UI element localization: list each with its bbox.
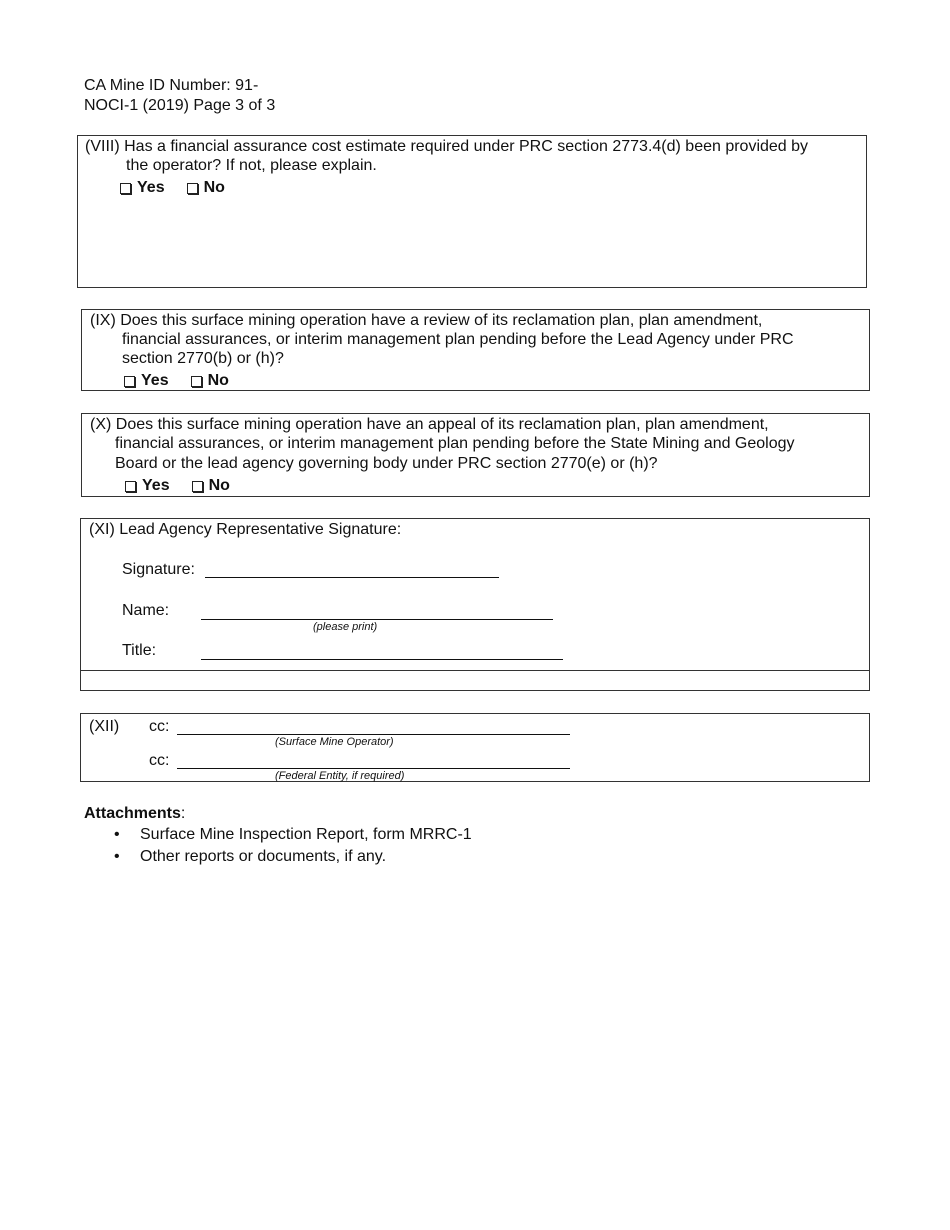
cc-operator-hint: (Surface Mine Operator) [275, 736, 394, 748]
cc-federal-hint: (Federal Entity, if required) [275, 770, 405, 782]
no-checkbox[interactable] [187, 183, 198, 194]
section-9-options [124, 371, 229, 391]
no-label: No [208, 477, 230, 494]
yes-checkbox[interactable] [120, 183, 131, 194]
mine-id-number: CA Mine ID Number: 91- [84, 77, 259, 94]
attachments-heading-text: Attachments [84, 805, 181, 822]
signature-label: Signature: [122, 561, 195, 578]
no-label: No [203, 179, 225, 196]
section-8-no-option[interactable] [187, 178, 225, 198]
section-9-question-line2: financial assurances, or interim management plan pending before the Lead Agency under PRC [122, 331, 794, 348]
no-checkbox[interactable] [192, 481, 203, 492]
bullet-icon: • [114, 826, 120, 843]
yes-label: Yes [142, 477, 170, 494]
yes-checkbox[interactable] [124, 376, 135, 387]
attachments-heading [84, 804, 185, 824]
section-8-question-line2: the operator? If not, please explain. [126, 157, 377, 174]
section-9-yes-option[interactable] [124, 371, 169, 391]
section-12-box [80, 713, 870, 782]
title-label: Title: [122, 642, 157, 659]
bullet-icon: • [114, 848, 120, 865]
title-line[interactable] [201, 659, 563, 660]
section-11-box [80, 518, 870, 691]
name-hint: (please print) [313, 621, 378, 633]
yes-label: Yes [137, 179, 165, 196]
cc-federal-label: cc: [149, 752, 170, 769]
section-9-box [81, 309, 870, 391]
section-12-label: (XII) [89, 718, 120, 735]
section-11-divider [81, 670, 869, 671]
no-label: No [207, 372, 229, 389]
section-8-yes-option[interactable] [120, 178, 165, 198]
no-checkbox[interactable] [191, 376, 202, 387]
section-10-options [125, 476, 230, 496]
section-10-box [81, 413, 870, 497]
section-10-no-option[interactable] [192, 476, 230, 496]
list-item [84, 824, 884, 846]
attachment-item-label: Surface Mine Inspection Report, form MRRC-1 [140, 826, 472, 843]
section-10-question-line3: Board or the lead agency governing body under PRC section 2770(e) or (h)? [115, 455, 658, 472]
section-8-options [120, 178, 225, 198]
attachment-item-label: Other reports or documents, if any. [140, 848, 387, 865]
section-8-question-line1: (VIII) Has a financial assurance cost estimate required under PRC section 2773.4(d) been provided by [85, 138, 809, 155]
attachments-heading-colon: : [180, 805, 186, 822]
section-9-no-option[interactable] [191, 371, 229, 391]
attachments-list [84, 824, 884, 868]
section-10-yes-option[interactable] [125, 476, 170, 496]
cc-operator-label: cc: [149, 718, 170, 735]
attachments-list-container [84, 824, 884, 868]
section-9-question-line3: section 2770(b) or (h)? [122, 350, 284, 367]
section-9-question-line1: (IX) Does this surface mining operation have a review of its reclamation plan, plan amendment, [90, 312, 763, 329]
section-11-title: (XI) Lead Agency Representative Signature: [89, 521, 402, 538]
yes-checkbox[interactable] [125, 481, 136, 492]
yes-label: Yes [141, 372, 169, 389]
section-8-box [77, 135, 867, 288]
form-page-number: NOCI-1 (2019) Page 3 of 3 [84, 97, 276, 114]
name-label: Name: [122, 602, 170, 619]
section-10-question-line1: (X) Does this surface mining operation have an appeal of its reclamation plan, plan amendment, [90, 416, 769, 433]
signature-line[interactable] [205, 577, 499, 578]
list-item [84, 846, 884, 868]
section-10-question-line2: financial assurances, or interim management plan pending before the State Mining and Geology [115, 435, 795, 452]
